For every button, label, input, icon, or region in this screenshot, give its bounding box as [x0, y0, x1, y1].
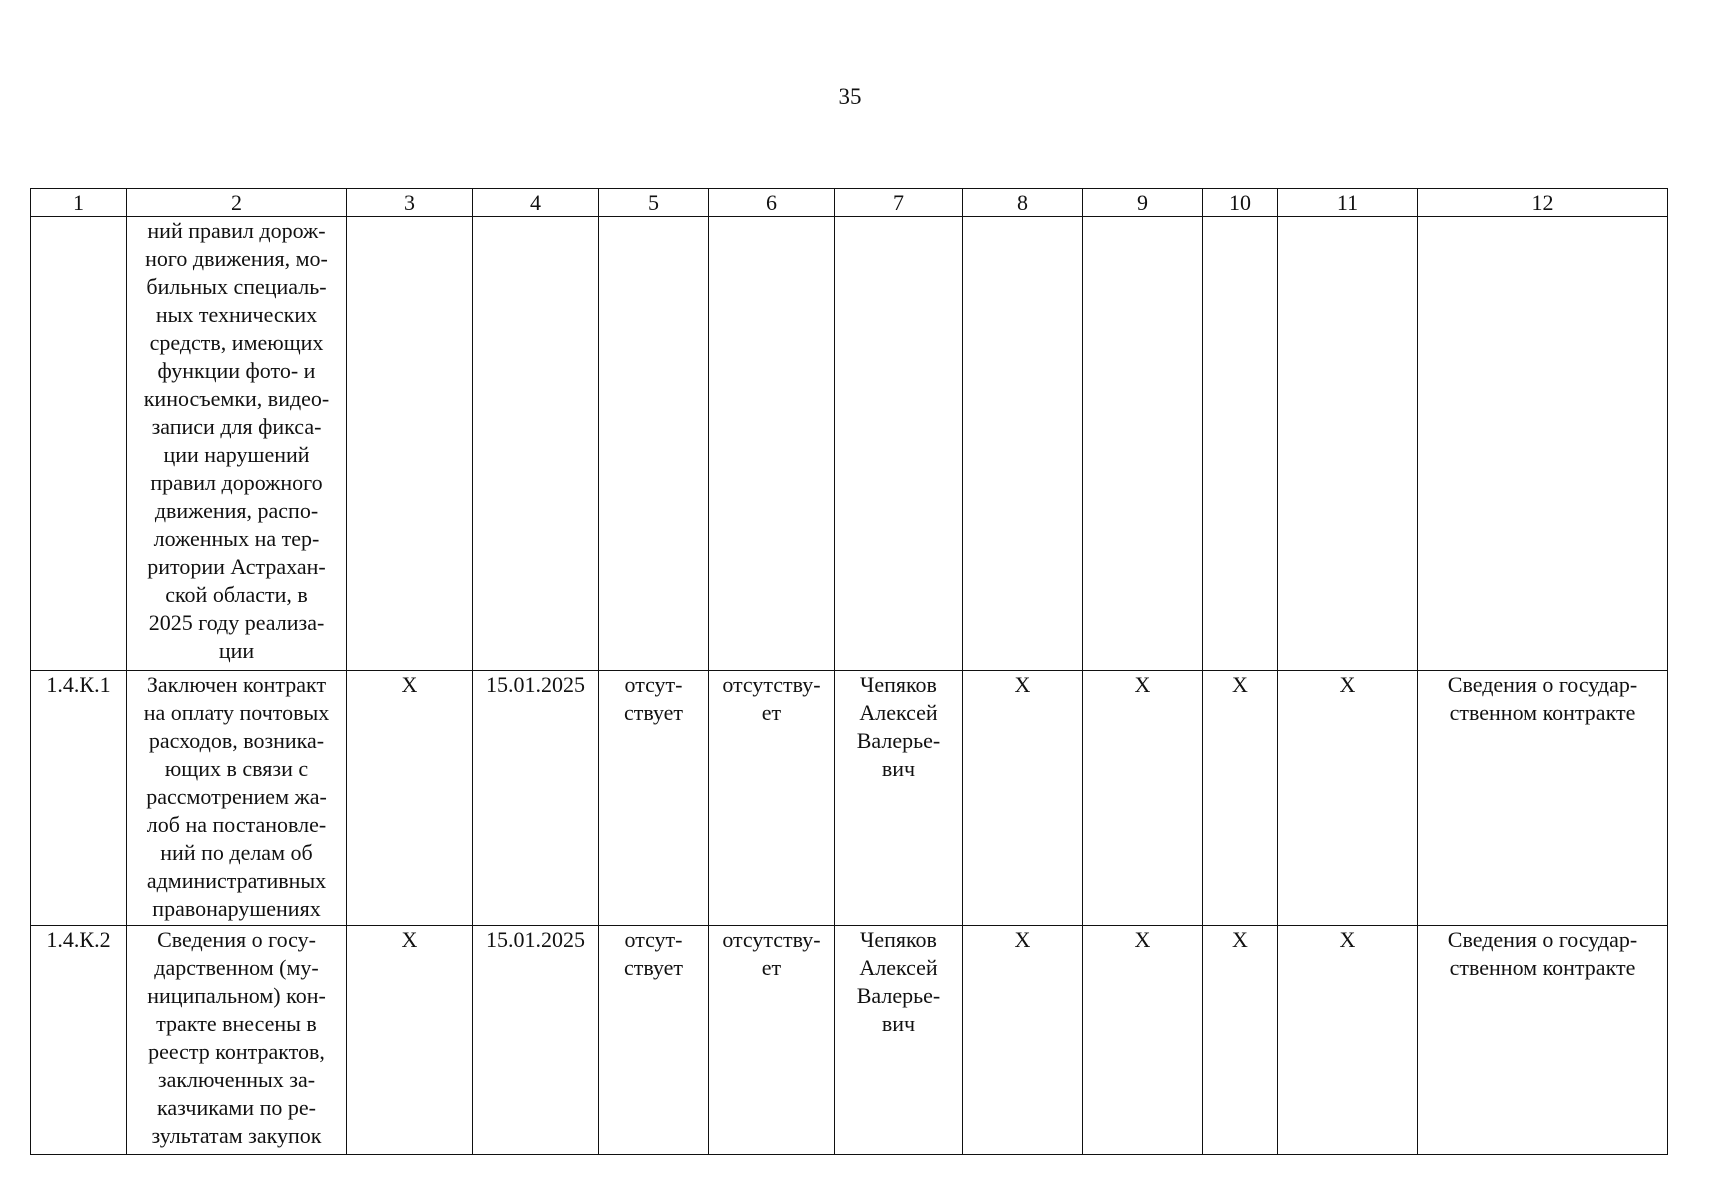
cell-description: ний правил дорож- ного движения, мо- бильных специаль- ных технических средств, имеющих функции фото- и киносъемки, видео- записи для фикса- ции нарушений правил дорожного движения, распо- ложенных на тер- ритории Астрахан- ской области, в 2025 году реализа- ции [127, 217, 347, 671]
cell-col8: Х [963, 926, 1083, 1155]
cell-col9 [1083, 217, 1203, 671]
cell-col9: Х [1083, 671, 1203, 926]
cell-col3 [347, 217, 473, 671]
cell-col6: отсутству- ет [709, 926, 835, 1155]
cell-responsible [835, 217, 963, 671]
column-header-8: 8 [963, 189, 1083, 217]
column-header-3: 3 [347, 189, 473, 217]
cell-col6: отсутству- ет [709, 671, 835, 926]
cell-col5: отсут- ствует [599, 671, 709, 926]
cell-col5: отсут- ствует [599, 926, 709, 1155]
column-header-2: 2 [127, 189, 347, 217]
column-header-9: 9 [1083, 189, 1203, 217]
cell-col3: Х [347, 671, 473, 926]
cell-col11: Х [1278, 926, 1418, 1155]
page-number: 35 [838, 84, 862, 109]
cell-col6 [709, 217, 835, 671]
cell-date [473, 217, 599, 671]
column-header-7: 7 [835, 189, 963, 217]
cell-col8: Х [963, 671, 1083, 926]
cell-col11: Х [1278, 671, 1418, 926]
cell-col10: Х [1203, 671, 1278, 926]
table-row-1-4-k-2 [31, 926, 1668, 1155]
cell-col10: Х [1203, 926, 1278, 1155]
cell-document: Сведения о государ- ственном контракте [1418, 671, 1668, 926]
table-row-1-4-k-1 [31, 671, 1668, 926]
cell-document: Сведения о государ- ственном контракте [1418, 926, 1668, 1155]
column-header-4: 4 [473, 189, 599, 217]
cell-col9: Х [1083, 926, 1203, 1155]
column-header-11: 11 [1278, 189, 1418, 217]
column-header-6: 6 [709, 189, 835, 217]
cell-col5 [599, 217, 709, 671]
cell-col3: Х [347, 926, 473, 1155]
table-row-continuation [31, 217, 1668, 671]
cell-col10 [1203, 217, 1278, 671]
column-header-12: 12 [1418, 189, 1668, 217]
column-header-1: 1 [31, 189, 127, 217]
cell-responsible: Чепяков Алексей Валерье- вич [835, 671, 963, 926]
cell-responsible: Чепяков Алексей Валерье- вич [835, 926, 963, 1155]
cell-col11 [1278, 217, 1418, 671]
column-header-10: 10 [1203, 189, 1278, 217]
header-row [31, 189, 1668, 217]
cell-description: Сведения о госу- дарственном (му- ниципальном) кон- тракте внесены в реестр контрактов, заключенных за- казчиками по ре- зультатам закупок [127, 926, 347, 1155]
cell-date: 15.01.2025 [473, 671, 599, 926]
control-points-table [30, 188, 1668, 1155]
column-header-5: 5 [599, 189, 709, 217]
cell-id: 1.4.К.2 [31, 926, 127, 1155]
cell-document [1418, 217, 1668, 671]
cell-description: Заключен контракт на оплату почтовых расходов, возника- ющих в связи с рассмотрением жа- лоб на постановле- ний по делам об административных правонарушениях [127, 671, 347, 926]
cell-id [31, 217, 127, 671]
cell-date: 15.01.2025 [473, 926, 599, 1155]
cell-id: 1.4.К.1 [31, 671, 127, 926]
cell-col8 [963, 217, 1083, 671]
